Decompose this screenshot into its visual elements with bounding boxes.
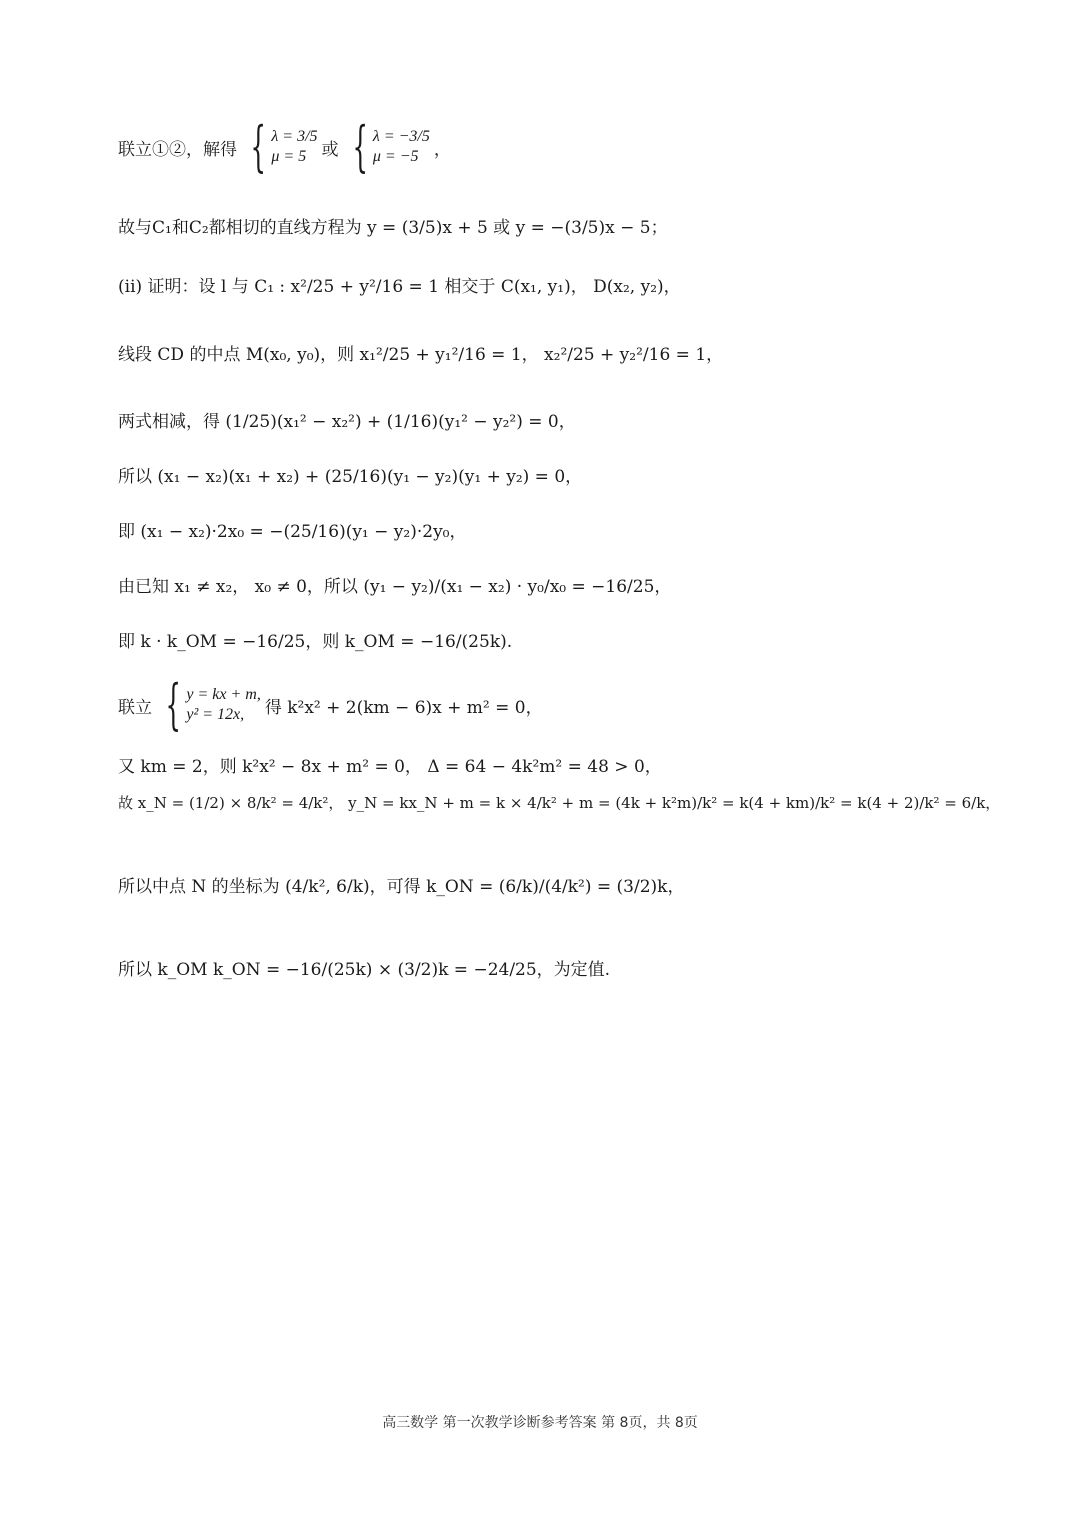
line-text: 所以中点 N 的坐标为 (4/k², 6/k)，可得 k_ON = (6/k)/(4/k²) = (3/2)k， [118, 877, 685, 897]
line-text: 所以 k_OM k_ON = −16/(25k) × (3/2)k = −24/25，为定值. [118, 960, 611, 980]
line-text: 由已知 x₁ ≠ x₂， x₀ ≠ 0，所以 (y₁ − y₂)/(x₁ − x₂) · y₀/x₀ = −16/25， [118, 577, 672, 597]
solution-line-12 [118, 792, 1000, 813]
solution-line-10 [118, 673, 543, 736]
system-row: y = kx + m, [186, 686, 261, 703]
solution-line-6 [118, 462, 582, 487]
system-row: λ = −3/5 [372, 128, 430, 145]
solution-line-13 [118, 872, 684, 897]
solution-line-7 [118, 517, 467, 542]
solution-line-14 [118, 955, 610, 980]
system-2 [343, 115, 430, 178]
system-row: y² = 12x, [186, 706, 245, 723]
brace-icon: { [165, 673, 181, 736]
solution-line-4 [118, 340, 723, 365]
line-text: (ii) 证明：设 l 与 C₁ : x²/25 + y²/16 = 1 相交于 C(x₁, y₁)， D(x₂, y₂)， [118, 277, 681, 297]
line-text: 线段 CD 的中点 M(x₀, y₀)，则 x₁²/25 + y₁²/16 = 1， x₂²/25 + y₂²/16 = 1， [118, 345, 724, 365]
brace-icon: { [351, 115, 368, 178]
system-1 [241, 115, 318, 178]
line-text: 即 k · k_OM = −16/25，则 k_OM = −16/(25k). [118, 632, 513, 652]
system-row: μ = 5 [271, 148, 307, 165]
line-text: 故与C₁和C₂都相切的直线方程为 y = (3/5)x + 5 或 y = −(3/5)x − 5； [118, 218, 668, 238]
system-row: λ = 3/5 [271, 128, 318, 145]
solution-line-8 [118, 572, 671, 597]
line-suffix: ， [433, 139, 451, 160]
line-text: 即 (x₁ − x₂)·2x₀ = −(25/16)(y₁ − y₂)·2y₀， [118, 522, 467, 542]
page-footer: 高三数学 第一次教学诊断参考答案 第 8页，共 8页 [382, 1415, 698, 1431]
brace-icon: { [250, 115, 266, 178]
line-connector: 或 [321, 139, 339, 160]
line-text: 两式相减，得 (1/25)(x₁² − x₂²) + (1/16)(y₁² − y₂²) = 0， [118, 412, 576, 432]
line-prefix: 联立 [118, 697, 152, 718]
line-suffix: 得 k²x² + 2(km − 6)x + m² = 0， [264, 697, 543, 718]
system-row: μ = −5 [372, 148, 419, 165]
line-prefix: 联立①②，解得 [118, 139, 237, 160]
solution-line-5 [118, 407, 576, 432]
solution-line-2 [118, 213, 668, 238]
solution-line-11 [118, 752, 662, 777]
system-3 [156, 673, 261, 736]
solution-line-9 [118, 627, 512, 652]
solution-line-3 [118, 272, 681, 297]
line-text: 故 x_N = (1/2) × 8/k² = 4/k²， y_N = kx_N + m = k × 4/k² + m = (4k + k²m)/k² = k(4 + km)/k² = k(4 + 2)/k² = 6/k， [118, 794, 1001, 812]
line-text: 所以 (x₁ − x₂)(x₁ + x₂) + (25/16)(y₁ − y₂)(y₁ + y₂) = 0， [118, 467, 583, 487]
solution-line-1 [118, 115, 451, 178]
line-text: 又 km = 2，则 k²x² − 8x + m² = 0， Δ = 64 − 4k²m² = 48 > 0， [118, 757, 662, 777]
